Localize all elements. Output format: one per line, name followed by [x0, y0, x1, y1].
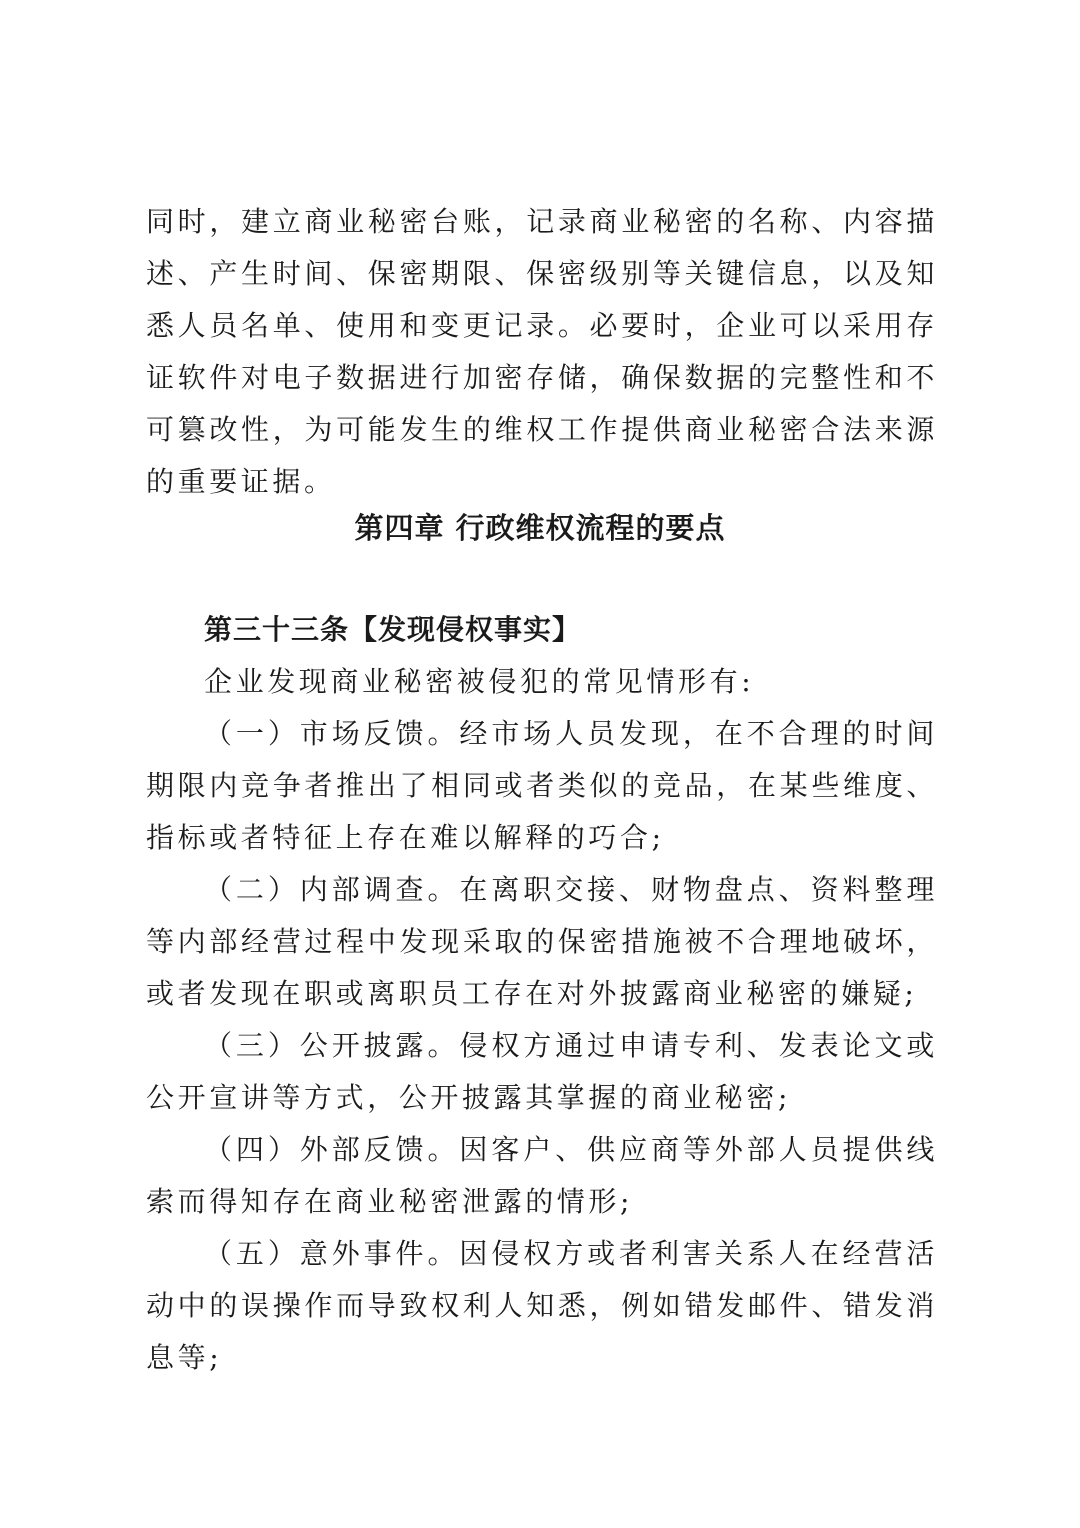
chapter-title: 第四章 行政维权流程的要点 — [354, 511, 726, 545]
list-item — [146, 1124, 938, 1228]
article-intro: 企业发现商业秘密被侵犯的常见情形有: — [204, 665, 755, 698]
item-lead: （一）市场反馈。 — [204, 717, 460, 750]
list-item — [146, 708, 938, 864]
list-item — [146, 1228, 938, 1384]
item-body: 因客户、供应商等外部人员提供线索而得知存在商业秘密泄露的情形; — [146, 1133, 938, 1218]
item-body: 经市场人员发现，在不合理的时间期限内竞争者推出了相同或者类似的竞品，在某些维度、指标或者特征上存在难以解释的巧合; — [146, 717, 938, 854]
item-body: 因侵权方或者利害关系人在经营活动中的误操作而导致权利人知悉，例如错发邮件、错发消息等; — [146, 1237, 938, 1374]
intro-paragraph: 同时，建立商业秘密台账，记录商业秘密的名称、内容描述、产生时间、保密期限、保密级别等关键信息，以及知悉人员名单、使用和变更记录。必要时，企业可以采用存证软件对电子数据进行加密存储，确保数据的完整性和不可篡改性，为可能发生的维权工作提供商业秘密合法来源的重要证据。 — [146, 205, 938, 498]
item-body: 侵权方通过申请专利、发表论文或公开宣讲等方式，公开披露其掌握的商业秘密; — [146, 1029, 938, 1114]
item-lead: （三）公开披露。 — [204, 1029, 460, 1062]
item-lead: （五）意外事件。 — [204, 1237, 460, 1270]
list-item — [146, 864, 938, 1020]
item-body: 在离职交接、财物盘点、资料整理等内部经营过程中发现采取的保密措施被不合理地破坏，或者发现在职或离职员工存在对外披露商业秘密的嫌疑; — [146, 873, 938, 1010]
article-heading: 第三十三条【发现侵权事实】 — [204, 613, 582, 646]
item-lead: （四）外部反馈。 — [204, 1133, 460, 1166]
item-lead: （二）内部调查。 — [204, 873, 460, 906]
list-item — [146, 1020, 938, 1124]
